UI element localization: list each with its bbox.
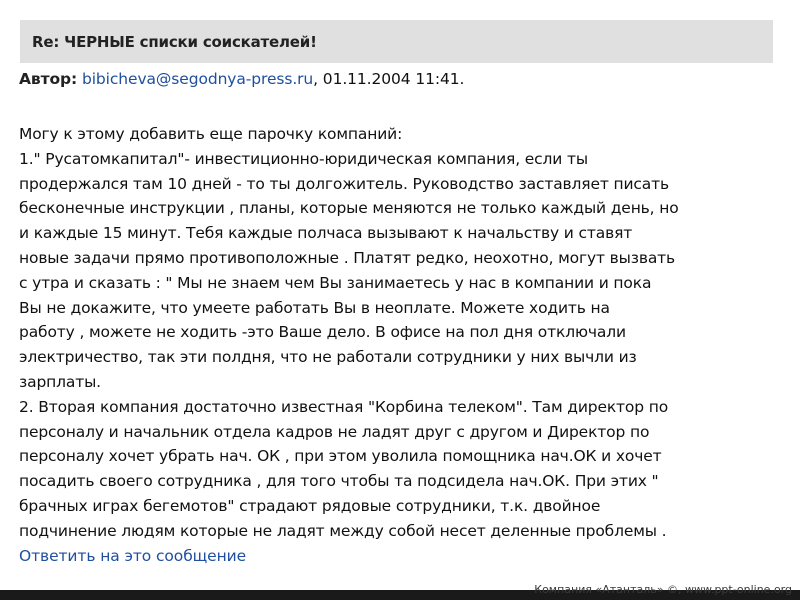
message-line: Могу к этому добавить еще парочку компаний: xyxy=(19,125,403,143)
message-line: подчинение людям которые не ладят между собой несет деленные проблемы . xyxy=(19,521,667,540)
post-date: , 01.11.2004 11:41. xyxy=(313,70,465,88)
message-line: электричество, так эти полдня, что не работали сотрудники у них вычли из xyxy=(19,348,637,367)
message-line: персоналу и начальник отдела кадров не ладят друг с другом и Директор по xyxy=(19,422,650,441)
message-line: 2. Вторая компания достаточно известная "Корбина телеком". Там директор по xyxy=(19,397,669,416)
message-line: новые задачи прямо противоположные . Платят редко, неохотно, могут вызвать xyxy=(19,248,676,267)
message-line: зарплаты. xyxy=(19,372,101,391)
message-line: персоналу хочет убрать нач. ОК , при этом уволила помощника нач.ОК и хочет xyxy=(19,447,662,466)
message-line: брачных играх бегемотов" страдают рядовые сотрудники, т.к. двойное xyxy=(19,496,601,515)
author-email-link[interactable]: bibicheva@segodnya-press.ru xyxy=(81,70,314,88)
message-line: и каждые 15 минут. Тебя каждые полчаса вызывают к начальству и ставят xyxy=(19,224,633,243)
subject-bar xyxy=(20,20,773,63)
message-line: продержался там 10 дней - то ты долгожитель. Руководство заставляет писать xyxy=(19,174,669,193)
message-body xyxy=(19,122,789,544)
footer-strip xyxy=(0,583,800,600)
message-line: 1." Русатомкапитал"- инвестиционно-юридическая компания, если ты xyxy=(19,149,588,168)
author-label: Автор: xyxy=(19,70,78,88)
footer-text: Компания «Атанталь» ©, www.ppt-online.org xyxy=(534,583,792,596)
author-line xyxy=(19,70,464,88)
reply-link[interactable]: Ответить на это сообщение xyxy=(19,547,247,565)
post-subject: Re: ЧЕРНЫЕ списки соискателей! xyxy=(32,33,317,51)
message-line: Вы не докажите, что умеете работать Вы в неоплате. Можете ходить на xyxy=(19,298,610,317)
message-line: работу , можете не ходить -это Ваше дело. В офисе на пол дня отключали xyxy=(19,323,626,342)
message-line: с утра и сказать : " Мы не знаем чем Вы занимаетесь у нас в компании и пока xyxy=(19,273,652,292)
message-line: посадить своего сотрудника , для того чтобы та подсидела нач.ОК. При этих " xyxy=(19,472,659,491)
message-line: бесконечные инструкции , планы, которые меняются не только каждый день, но xyxy=(19,199,679,218)
